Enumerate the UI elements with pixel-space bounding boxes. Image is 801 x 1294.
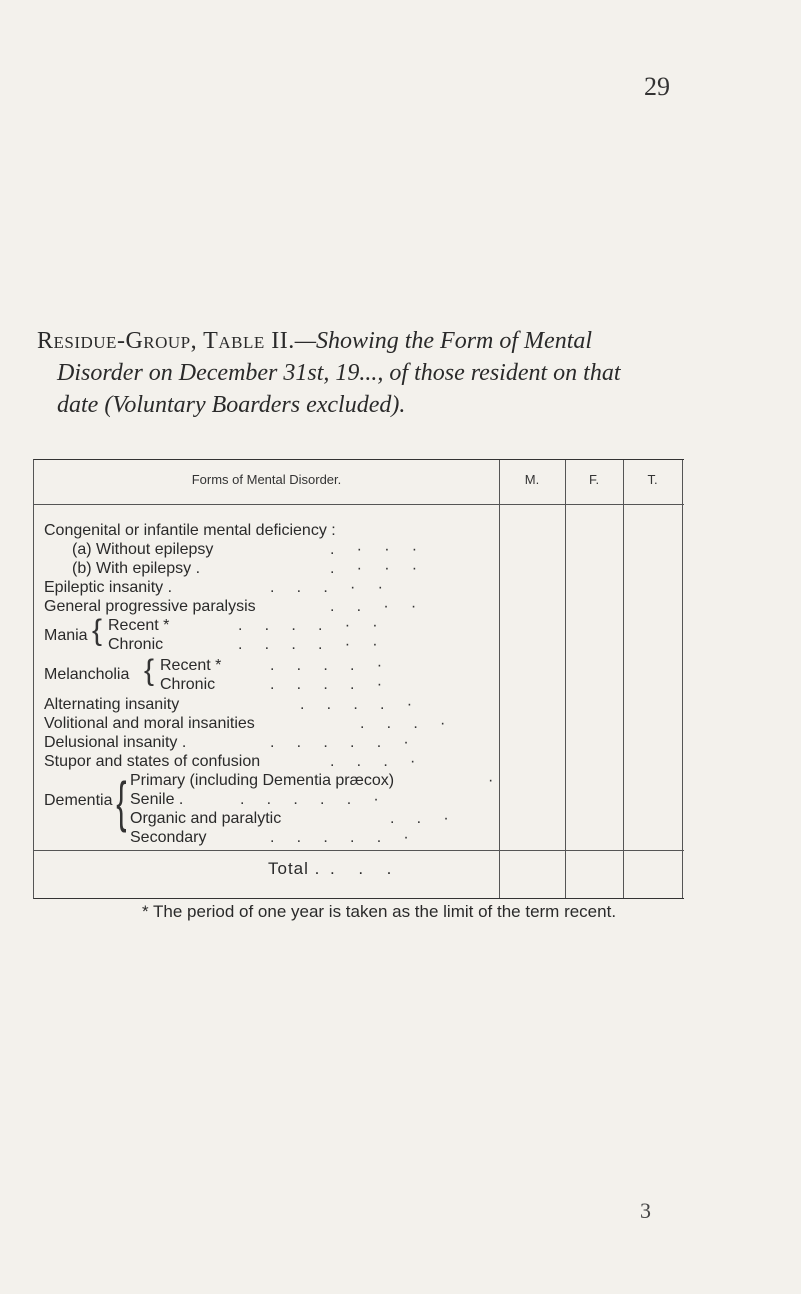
leader-dots: . . . · · xyxy=(270,579,383,596)
row-dem-secondary: Secondary xyxy=(130,829,207,846)
leader-dots: . . . · xyxy=(330,753,416,770)
title-lead: Residue-Group, Table II. xyxy=(37,328,295,354)
header-forms: Forms of Mental Disorder. xyxy=(191,472,342,487)
leader-dots: · xyxy=(488,772,494,789)
brace-icon: { xyxy=(92,614,103,647)
leader-dots: . . . . . · xyxy=(270,734,409,751)
leader-dots: . · · · xyxy=(330,541,418,558)
leader-dots: . . . . · xyxy=(270,657,383,674)
row-melancholia-label: Melancholia xyxy=(44,666,130,683)
row-without-epilepsy: (a) Without epilepsy xyxy=(72,541,214,558)
leader-dots: . . . . · · xyxy=(238,636,378,653)
row-gpp: General progressive paralysis xyxy=(44,598,256,615)
leader-dots: . . . xyxy=(330,859,392,878)
row-mania-chronic: Chronic xyxy=(108,636,164,653)
row-mel-recent: Recent * xyxy=(160,657,222,674)
title-rest: —Showing the Form of Mental xyxy=(294,328,593,354)
total-label: Total . xyxy=(268,859,321,878)
title-line-2: Disorder on December 31st, 19..., of those resident on that xyxy=(57,360,621,386)
leader-dots: . · · · xyxy=(330,560,418,577)
row-with-epilepsy: (b) With epilepsy . xyxy=(72,560,201,577)
row-dem-primary: Primary (including Dementia præcox) xyxy=(130,772,395,789)
leader-dots: . . . . . · xyxy=(270,829,409,846)
header-m: M. xyxy=(524,472,540,487)
row-dem-senile: Senile . xyxy=(130,791,184,808)
leader-dots: . . . · xyxy=(360,715,446,732)
bottom-mark: 3 xyxy=(640,1198,651,1223)
leader-dots: . . . . · xyxy=(300,696,413,713)
row-epileptic: Epileptic insanity . xyxy=(44,579,173,596)
leader-dots: . . . . . · xyxy=(240,791,379,808)
table-title xyxy=(37,325,797,421)
row-mel-chronic: Chronic xyxy=(160,676,216,693)
brace-icon: { xyxy=(144,654,155,687)
row-dem-organic: Organic and paralytic xyxy=(130,810,282,827)
row-mania-recent: Recent * xyxy=(108,617,170,634)
row-volitional: Volitional and moral insanities xyxy=(44,715,255,732)
leader-dots: . . · xyxy=(390,810,449,827)
header-t: T. xyxy=(647,472,658,487)
footnote: * The period of one year is taken as the limit of the term recent. xyxy=(142,902,617,921)
brace-icon: { xyxy=(116,770,127,833)
row-stupor: Stupor and states of confusion xyxy=(44,753,261,770)
leader-dots: . . . . · xyxy=(270,676,383,693)
row-delusional: Delusional insanity . xyxy=(44,734,187,751)
leader-dots: . . . . · · xyxy=(238,617,378,634)
header-f: F. xyxy=(588,472,600,487)
page-number: 29 xyxy=(644,72,670,101)
row-alternating: Alternating insanity xyxy=(44,696,180,713)
leader-dots: . . · · xyxy=(330,598,417,615)
row-congenital: Congenital or infantile mental deficiency : xyxy=(44,522,336,539)
row-dementia-label: Dementia xyxy=(44,792,113,809)
title-line-3: date (Voluntary Boarders excluded). xyxy=(57,392,406,418)
dementia-group xyxy=(33,459,683,876)
row-mania-label: Mania xyxy=(44,627,88,644)
